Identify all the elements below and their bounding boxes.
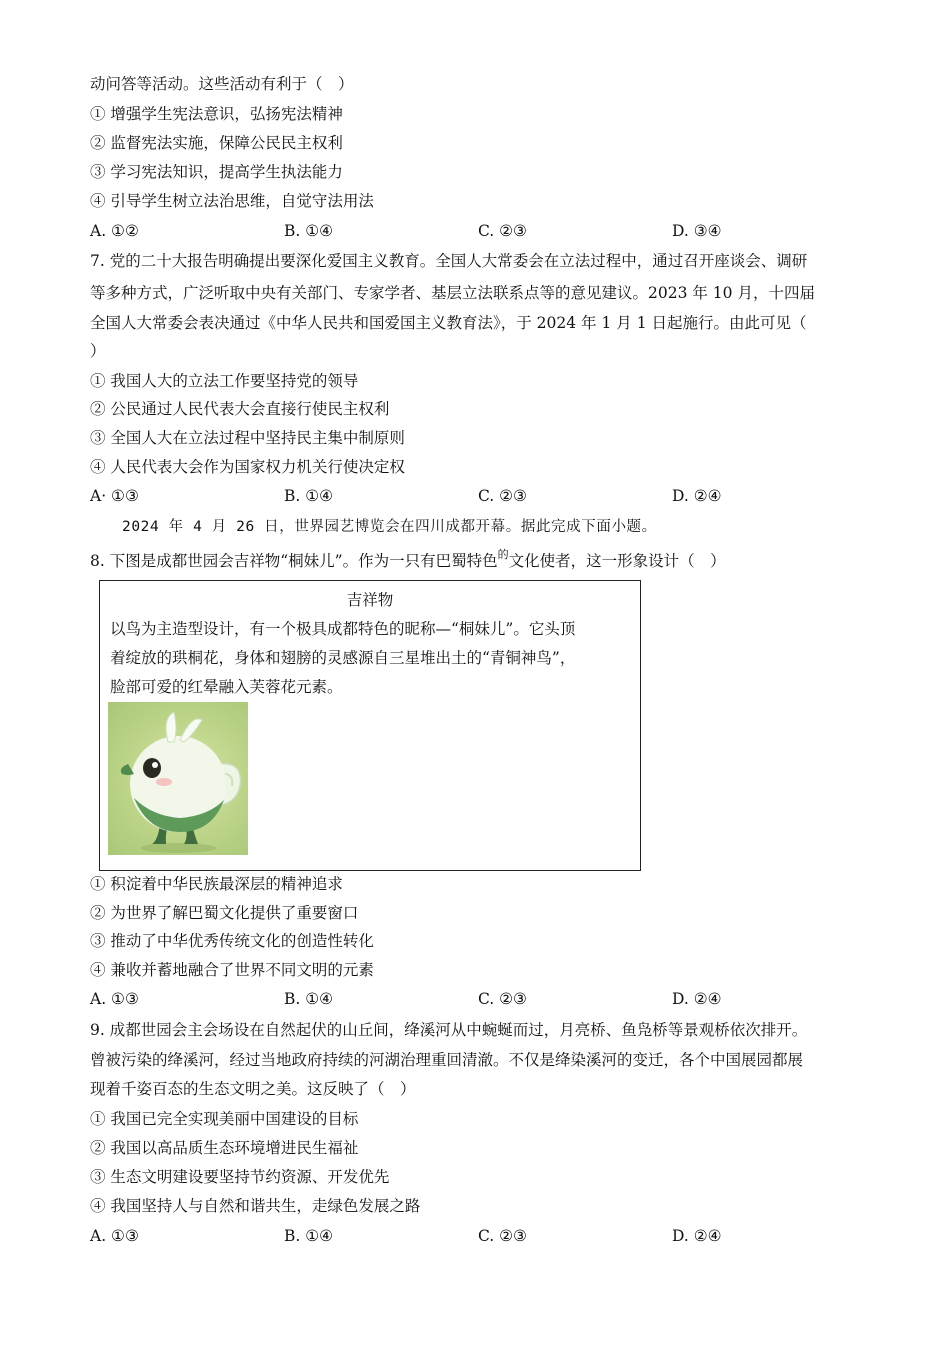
q7-option-b[interactable]: B. ①④ — [284, 487, 334, 505]
q9-item-4: ④ 我国坚持人与自然和谐共生，走绿色发展之路 — [90, 1197, 421, 1215]
q7-option-c[interactable]: C. ②③ — [478, 487, 527, 505]
q7-stem-line-2: 等多种方式，广泛听取中央有关部门、专家学者、基层立法联系点等的意见建议。2023 年 10 月，十四届 — [90, 284, 815, 302]
q6-option-c[interactable]: C. ②③ — [478, 222, 527, 240]
q8-option-b[interactable]: B. ①④ — [284, 990, 334, 1008]
q9-option-d[interactable]: D. ②④ — [672, 1227, 722, 1245]
q8-option-d[interactable]: D. ②④ — [672, 990, 722, 1008]
q8-stem-part-b: 文化使者，这一形象设计（ ） — [508, 552, 726, 570]
q6-item-4: ④ 引导学生树立法治思维，自觉守法用法 — [90, 192, 374, 210]
q8-item-1: ① 积淀着中华民族最深层的精神追求 — [90, 875, 343, 893]
q7-item-2: ② 公民通过人民代表大会直接行使民主权利 — [90, 400, 390, 418]
q8-item-2: ② 为世界了解巴蜀文化提供了重要窗口 — [90, 904, 359, 922]
q6-item-2: ② 监督宪法实施，保障公民民主权利 — [90, 134, 343, 152]
q8-option-a[interactable]: A. ①③ — [90, 990, 139, 1008]
q6-option-b[interactable]: B. ①④ — [284, 222, 334, 240]
q8-item-3: ③ 推动了中华优秀传统文化的创造性转化 — [90, 932, 374, 950]
q6-stem-tail: 动问答等活动。这些活动有利于（ ） — [90, 75, 354, 93]
q6-item-3: ③ 学习宪法知识，提高学生执法能力 — [90, 163, 343, 181]
q7-stem-line-3: 全国人大常委会表决通过《中华人民共和国爱国主义教育法》，于 2024 年 1 月 1 日起施行。由此可见（ — [90, 314, 807, 332]
q9-option-b[interactable]: B. ①④ — [284, 1227, 334, 1245]
q9-option-c[interactable]: C. ②③ — [478, 1227, 527, 1245]
mascot-bird-illustration — [108, 702, 248, 855]
q9-item-2: ② 我国以高品质生态环境增进民生福祉 — [90, 1139, 359, 1157]
q9-item-3: ③ 生态文明建设要坚持节约资源、开发优先 — [90, 1168, 390, 1186]
mascot-box-line-2: 着绽放的珙桐花，身体和翅膀的灵感源自三星堆出土的“青铜神鸟”， — [110, 649, 576, 667]
q9-options — [90, 1225, 870, 1247]
q8-options — [90, 988, 870, 1010]
q9-item-1: ① 我国已完全实现美丽中国建设的目标 — [90, 1110, 359, 1128]
q8-option-c[interactable]: C. ②③ — [478, 990, 527, 1008]
q9-stem-line-2: 曾被污染的绛溪河，经过当地政府持续的河湖治理重回清澈。不仅是绛染溪河的变迁，各个中国展园都展 — [90, 1051, 804, 1069]
q9-stem-line-3: 现着千姿百态的生态文明之美。这反映了（ ） — [90, 1080, 416, 1098]
q7-item-4: ④ 人民代表大会作为国家权力机关行使决定权 — [90, 458, 405, 476]
q9-option-a[interactable]: A. ①③ — [90, 1227, 139, 1245]
mascot-box-line-3: 脸部可爱的红晕融入芙蓉花元素。 — [110, 678, 343, 696]
q8-item-4: ④ 兼收并蓄地融合了世界不同文明的元素 — [90, 961, 374, 979]
mascot-image — [108, 702, 248, 855]
mascot-box-title: 吉祥物 — [346, 591, 394, 609]
mascot-box-line-1: 以鸟为主造型设计，有一个极具成都特色的昵称—“桐妹儿”。它头顶 — [110, 620, 576, 638]
q8-stem-small-char: 的 — [497, 548, 509, 561]
mascot-info-box — [99, 580, 641, 871]
section-intro: 2024 年 4 月 26 日，世界园艺博览会在四川成都开幕。据此完成下面小题。 — [122, 519, 657, 535]
q6-option-d[interactable]: D. ③④ — [672, 222, 722, 240]
q7-stem-line-1: 7. 党的二十大报告明确提出要深化爱国主义教育。全国人大常委会在立法过程中，通过召开座谈会、调研 — [90, 252, 808, 270]
q7-item-3: ③ 全国人大在立法过程中坚持民主集中制原则 — [90, 429, 405, 447]
q7-option-d[interactable]: D. ②④ — [672, 487, 722, 505]
q6-option-a[interactable]: A. ①② — [90, 222, 139, 240]
q7-option-a[interactable]: A· ①③ — [90, 487, 139, 505]
q6-item-1: ① 增强学生宪法意识，弘扬宪法精神 — [90, 105, 343, 123]
q6-options — [90, 220, 870, 242]
q7-stem-line-4: ） — [90, 342, 106, 360]
q7-options — [90, 485, 870, 507]
q8-stem — [90, 550, 726, 574]
q8-stem-part-a: 8. 下图是成都世园会吉祥物“桐妹儿”。作为一只有巴蜀特色 — [90, 552, 498, 570]
q9-stem-line-1: 9. 成都世园会主会场设在自然起伏的山丘间，绛溪河从中蜿蜒而过，月亮桥、鱼凫桥等景观桥依次排开。 — [90, 1021, 808, 1039]
q7-item-1: ① 我国人大的立法工作要坚持党的领导 — [90, 372, 359, 390]
